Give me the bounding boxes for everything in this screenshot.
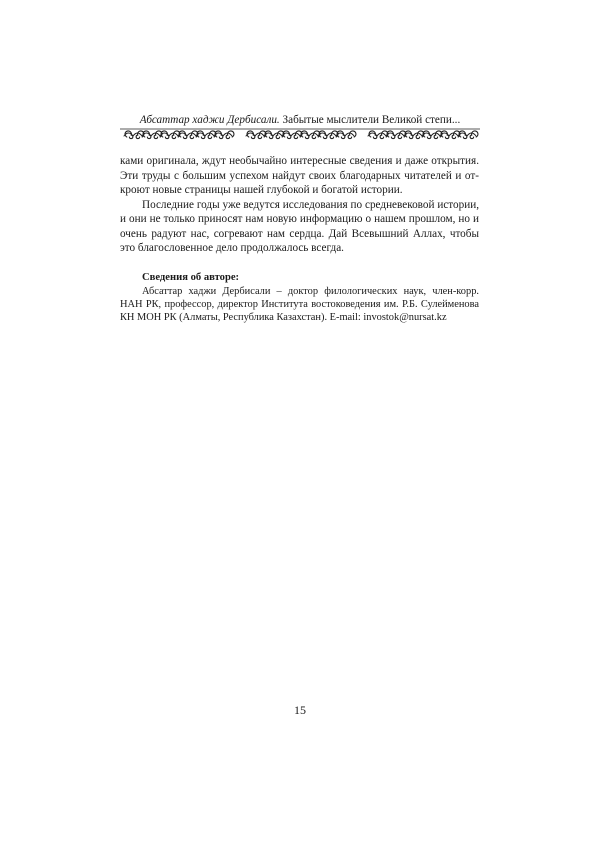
body-text: [120, 154, 479, 256]
author-info-heading: Сведения об авторе:: [142, 272, 240, 283]
header-title: Забытые мыслители Великой степи...: [279, 114, 461, 126]
body-paragraph-2: Последние годы уже ведутся исследования по средневековой истории, и они не только приносят нам новую информацию о нашем прошлом, но и очень радуют нас, согревают нам сердца. Дай Всевышний Аллах, чтобы это благословенное дело продолжалось всегда.: [120, 198, 479, 254]
body-paragraph-1: ками оригинала, ждут необычайно интересные сведения и даже открытия. Эти труды с большим успехом найдут своих благодарных читателей и откроют новые страницы нашей глубокой и богатой истории.: [120, 155, 479, 196]
header-author: Абсаттар хаджи Дербисали.: [139, 114, 280, 126]
author-info-section: [120, 271, 479, 324]
page-number: 15: [294, 703, 306, 717]
running-header: [120, 113, 480, 127]
ornament-divider-icon: [120, 128, 480, 142]
author-info-text: Абсаттар хаджи Дербисали – доктор филологических наук, член-корр. НАН РК, профессор, директор Института востоковедения им. Р.Б. Сулейменова КН МОН РК (Алматы, Республика Казахстан). E-mail: invostok@nursat.kz: [120, 286, 479, 323]
